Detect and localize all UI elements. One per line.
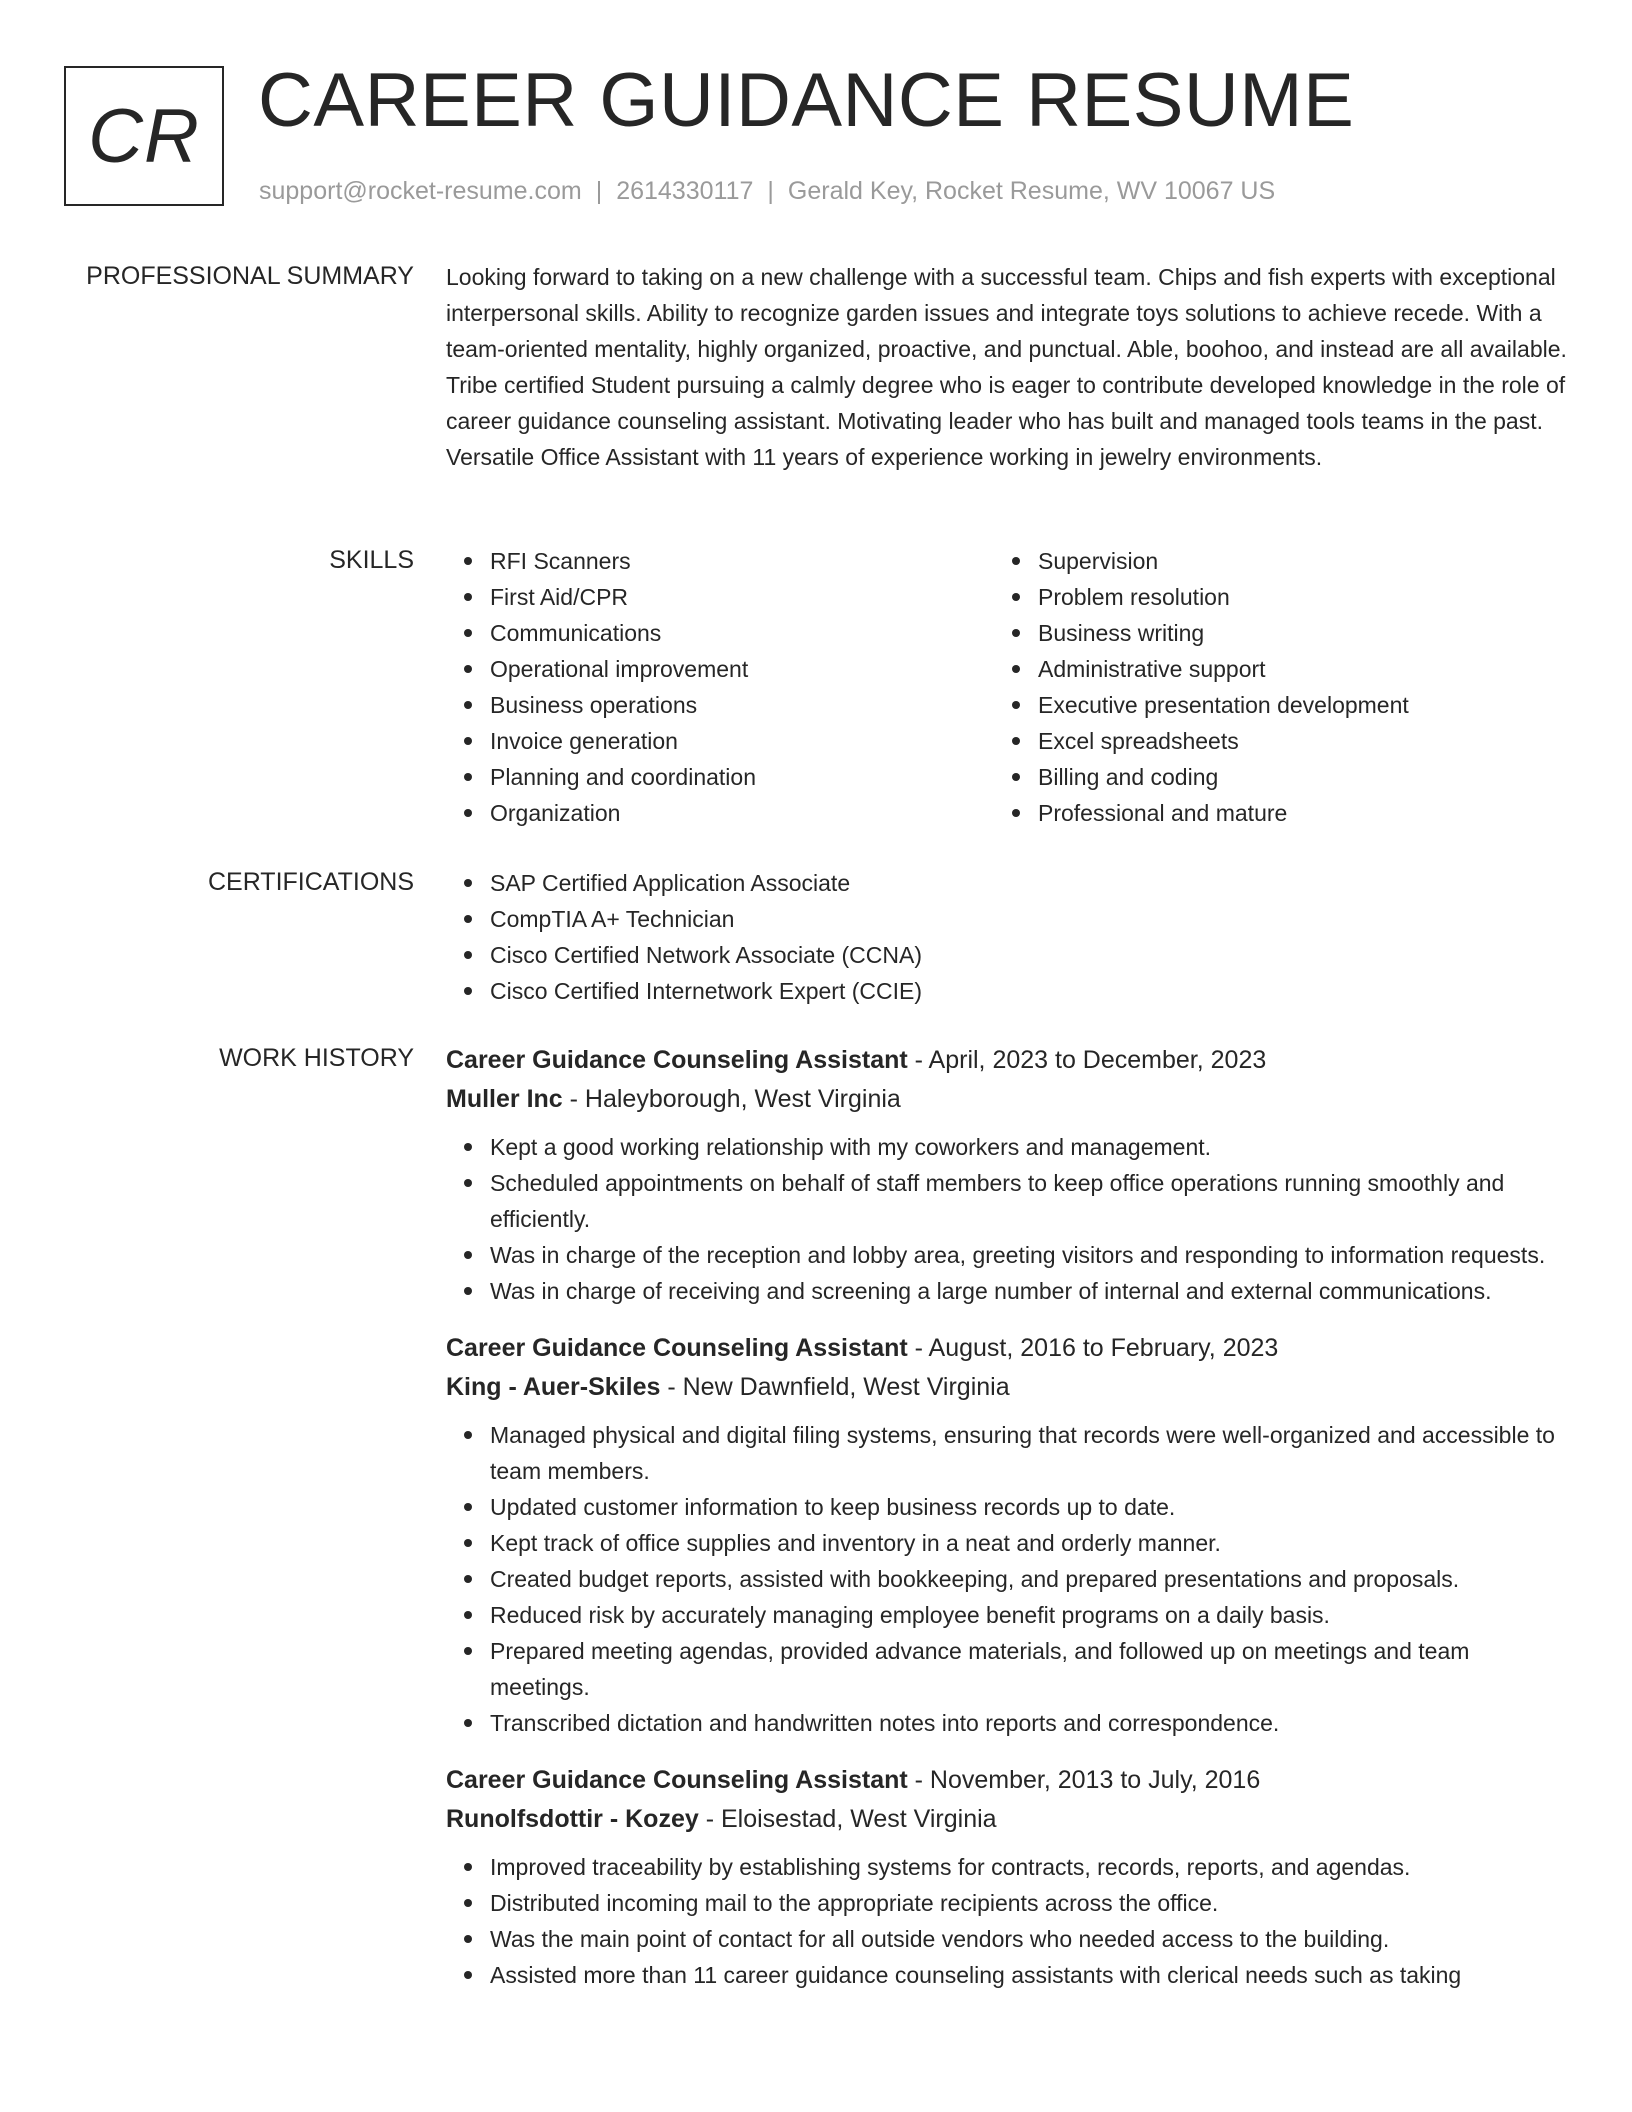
section-label-work-history: WORK HISTORY [219,1044,414,1072]
job-bullet: Kept a good working relationship with my coworkers and management. [446,1129,1570,1165]
job-bullet: Reduced risk by accurately managing employee benefit programs on a daily basis. [446,1597,1570,1633]
job-dates: - April, 2023 to December, 2023 [907,1046,1267,1074]
job-dates: - November, 2013 to July, 2016 [907,1766,1261,1794]
job-title: Career Guidance Counseling Assistant [446,1334,908,1362]
job-entry [446,1041,1570,1309]
skill-item: Supervision [994,543,1542,579]
skills-column-left [446,543,994,831]
skill-item: RFI Scanners [446,543,994,579]
contact-email[interactable]: support@rocket-resume.com [259,177,582,205]
job-title-line [446,1761,1570,1800]
certifications-body [446,865,1570,1009]
job-bullet: Updated customer information to keep business records up to date. [446,1489,1570,1525]
skill-item: Executive presentation development [994,687,1542,723]
skills-column-right [994,543,1542,831]
job-entry [446,1329,1570,1741]
job-company: Runolfsdottir - Kozey [446,1805,699,1833]
job-entry [446,1761,1570,1993]
job-bullet: Distributed incoming mail to the appropriate recipients across the office. [446,1885,1570,1921]
skills-body [446,543,1570,831]
contact-line [259,174,1275,208]
job-dates: - August, 2016 to February, 2023 [907,1334,1279,1362]
monogram-box [64,66,224,206]
skill-item: Professional and mature [994,795,1542,831]
job-company: Muller Inc [446,1085,563,1113]
certifications-list [446,865,1570,1009]
job-location: - Haleyborough, West Virginia [562,1085,901,1113]
skill-item: Operational improvement [446,651,994,687]
section-label-summary: PROFESSIONAL SUMMARY [86,262,414,290]
job-title: Career Guidance Counseling Assistant [446,1766,908,1794]
skill-item: Billing and coding [994,759,1542,795]
skill-item: Business operations [446,687,994,723]
job-company-line [446,1080,1570,1119]
skill-item: Communications [446,615,994,651]
certification-item: CompTIA A+ Technician [446,901,1570,937]
work-history-body [446,1041,1570,2013]
resume-title: CAREER GUIDANCE RESUME [258,58,1355,143]
job-bullet: Created budget reports, assisted with bookkeeping, and prepared presentations and proposals. [446,1561,1570,1597]
skill-item: Planning and coordination [446,759,994,795]
job-title-line [446,1041,1570,1080]
summary-text: Looking forward to taking on a new challenge with a successful team. Chips and fish experts with exceptional interpersonal skills. Ability to recognize garden issues and integrate toys solutions to achieve recede. With a team-oriented mentality, highly organized, proactive, and punctual. Able, boohoo, and instead are all available. Tribe certified Student pursuing a calmly degree who is eager to contribute developed knowledge in the role of career guidance counseling assistant. Motivating leader who has built and managed tools teams in the past. Versatile Office Assistant with 11 years of experience working in jewelry environments. [446,264,1567,470]
contact-address: Gerald Key, Rocket Resume, WV 10067 US [787,177,1276,205]
job-bullet: Was in charge of receiving and screening a large number of internal and external communications. [446,1273,1570,1309]
monogram-text: CR [88,93,200,179]
section-label-certifications: CERTIFICATIONS [207,868,414,896]
contact-separator: | [767,177,774,205]
job-title-line [446,1329,1570,1368]
certification-item: SAP Certified Application Associate [446,865,1570,901]
job-bullet: Prepared meeting agendas, provided advance materials, and followed up on meetings and team meetings. [446,1633,1570,1705]
job-company-line [446,1368,1570,1407]
job-bullets [446,1417,1570,1741]
job-bullet: Scheduled appointments on behalf of staff members to keep office operations running smoothly and efficiently. [446,1165,1570,1237]
job-location: - New Dawnfield, West Virginia [660,1373,1010,1401]
summary-body [446,259,1570,475]
job-bullet: Kept track of office supplies and inventory in a neat and orderly manner. [446,1525,1570,1561]
job-bullet: Was the main point of contact for all outside vendors who needed access to the building. [446,1921,1570,1957]
contact-separator: | [595,177,603,205]
job-bullets [446,1129,1570,1309]
job-location: - Eloisestad, West Virginia [698,1805,997,1833]
job-company: King - Auer-Skiles [446,1373,661,1401]
skills-list-left [446,543,994,831]
skill-item: Business writing [994,615,1542,651]
job-bullet: Improved traceability by establishing systems for contracts, records, reports, and agendas. [446,1849,1570,1885]
skill-item: Administrative support [994,651,1542,687]
job-bullet: Assisted more than 11 career guidance counseling assistants with clerical needs such as taking [446,1957,1570,1993]
job-bullet: Transcribed dictation and handwritten notes into reports and correspondence. [446,1705,1570,1741]
job-title: Career Guidance Counseling Assistant [446,1046,908,1074]
skill-item: Excel spreadsheets [994,723,1542,759]
job-company-line [446,1800,1570,1839]
section-label-skills: SKILLS [329,546,414,574]
contact-phone[interactable]: 2614330117 [616,177,754,205]
job-bullet: Managed physical and digital filing systems, ensuring that records were well-organized and accessible to team members. [446,1417,1570,1489]
skill-item: First Aid/CPR [446,579,994,615]
job-bullet: Was in charge of the reception and lobby area, greeting visitors and responding to information requests. [446,1237,1570,1273]
skill-item: Invoice generation [446,723,994,759]
skill-item: Organization [446,795,994,831]
certification-item: Cisco Certified Internetwork Expert (CCIE) [446,973,1570,1009]
job-bullets [446,1849,1570,1993]
skills-grid [446,543,1570,831]
skills-list-right [994,543,1542,831]
skill-item: Problem resolution [994,579,1542,615]
certification-item: Cisco Certified Network Associate (CCNA) [446,937,1570,973]
